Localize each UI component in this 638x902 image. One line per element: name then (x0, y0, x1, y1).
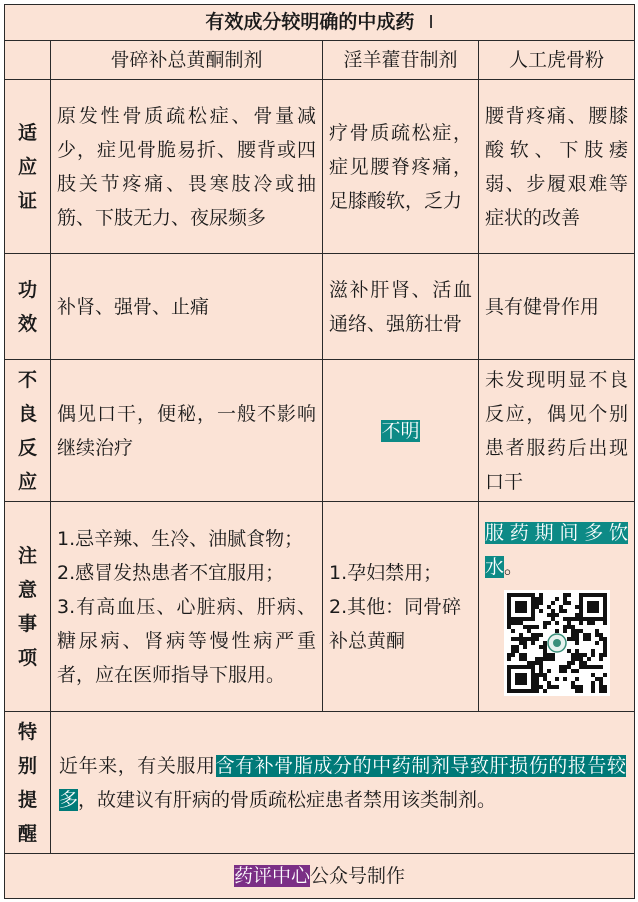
column-header-yinyanghuo: 淫羊藿苷制剂 (323, 41, 479, 80)
table-title (5, 5, 635, 41)
liver-warning-highlight: 含有补骨脂成分的中药制剂导致肝损伤的报告较多 (59, 754, 626, 811)
cell-indications-hugufen: 腰背疼痛、腰膝酸软、下肢痿弱、步履艰难等症状的改善 (479, 80, 635, 254)
footer-highlight: 药评中心 (233, 865, 310, 887)
cell-adverse-hugufen: 未发现明显不良反应，偶见个别患者服药后出现口干 (479, 360, 635, 502)
cell-efficacy-hugufen: 具有健骨作用 (479, 254, 635, 360)
precaution-item: 1.忌辛辣、生冷、油腻食物； (57, 527, 304, 550)
cell-precautions-gusuibu (51, 502, 323, 712)
row-header-efficacy: 功 效 (5, 254, 51, 360)
special-reminder-text: 近年来，有关服用含有补骨脂成分的中药制剂导致肝损伤的报告较多，故建议有肝病的骨质疏松症患者禁用该类制剂。 (51, 712, 635, 854)
precaution-item: 3.有高血压、心脏病、肝病、糖尿病、肾病等慢性病严重者，应在医师指导下服用。 (57, 595, 316, 686)
precaution-item: 1.孕妇禁用； (329, 561, 443, 584)
unknown-badge: 不明 (381, 419, 420, 442)
corner-cell (5, 41, 51, 80)
footer-credit: 药评中心公众号制作 (5, 854, 635, 899)
drink-water-highlight: 服药期间多饮水 (485, 522, 629, 578)
qr-code-icon (504, 590, 610, 696)
cell-precautions-yinyanghuo (323, 502, 479, 712)
cell-efficacy-yinyanghuo: 滋补肝肾、活血通络、强筋壮骨 (323, 254, 479, 360)
row-header-indications: 适 应 证 (5, 80, 51, 254)
cell-adverse-yinyanghuo (323, 360, 479, 502)
row-header-precautions: 注 意 事 项 (5, 502, 51, 712)
cell-efficacy-gusuibu: 补肾、强骨、止痛 (51, 254, 323, 360)
table-title-text: 有效成分较明确的中成药 (205, 11, 415, 33)
precaution-item: 2.感冒发热患者不宜服用； (57, 561, 285, 584)
precaution-item: 2.其他：同骨碎补总黄酮 (329, 595, 462, 652)
drug-comparison-sheet (4, 4, 634, 894)
column-header-hugufen: 人工虎骨粉 (479, 41, 635, 80)
cell-adverse-gusuibu: 偶见口干，便秘，一般不影响继续治疗 (51, 360, 323, 502)
drug-comparison-table (4, 4, 635, 899)
row-header-adverse-reactions: 不 良 反 应 (5, 360, 51, 502)
cell-indications-yinyanghuo: 疗骨质疏松症，症见腰脊疼痛，足膝酸软，乏力 (323, 80, 479, 254)
qr-code-image (504, 590, 610, 696)
cell-precautions-hugufen: 服药期间多饮水。 (479, 502, 635, 712)
text-cursor-icon: I (428, 12, 434, 33)
row-header-special-reminder: 特 别 提 醒 (5, 712, 51, 854)
cell-indications-gusuibu: 原发性骨质疏松症、骨量减少，症见骨脆易折、腰背或四肢关节疼痛、畏寒肢冷或抽筋、下肢无力、夜尿频多 (51, 80, 323, 254)
column-header-gusuibu: 骨碎补总黄酮制剂 (51, 41, 323, 80)
